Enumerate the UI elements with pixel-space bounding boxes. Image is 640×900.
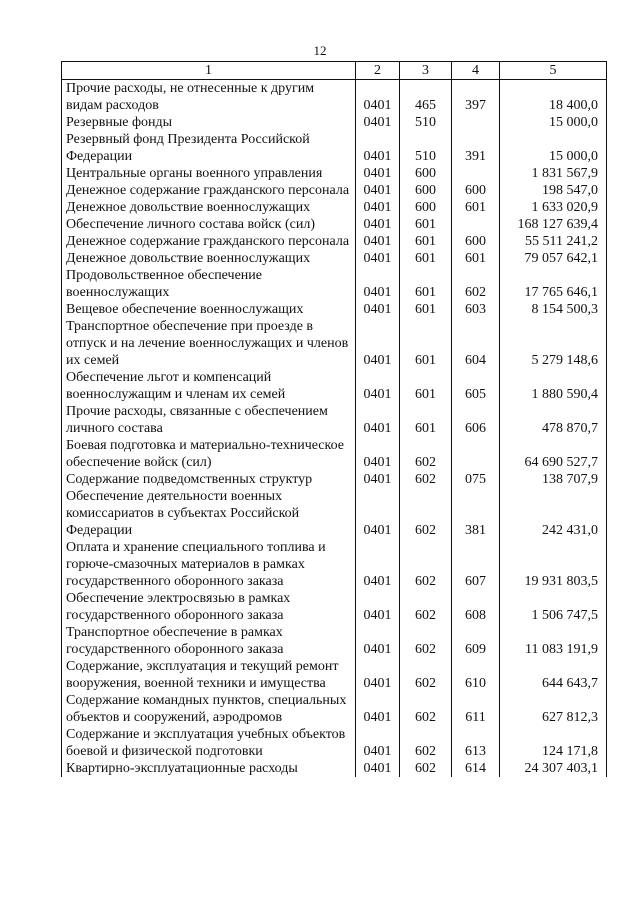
target-code-cell: 601	[400, 301, 452, 318]
amount-cell: 64 690 527,7	[500, 437, 607, 471]
table-header-row	[62, 62, 607, 80]
amount-cell: 1 506 747,5	[500, 590, 607, 624]
table-row	[62, 369, 607, 403]
amount-cell: 198 547,0	[500, 182, 607, 199]
expense-name-cell: Квартирно-эксплуатационные расходы	[62, 760, 356, 777]
amount-cell: 17 765 646,1	[500, 267, 607, 301]
table-row	[62, 233, 607, 250]
target-code-cell: 465	[400, 80, 452, 115]
expense-type-code-cell: 075	[452, 471, 500, 488]
column-header-5: 5	[500, 62, 607, 80]
expense-type-code-cell: 381	[452, 488, 500, 539]
expense-type-code-cell: 607	[452, 539, 500, 590]
target-code-cell: 601	[400, 369, 452, 403]
target-code-cell: 602	[400, 624, 452, 658]
expense-name-cell: Денежное содержание гражданского персонала	[62, 182, 356, 199]
expense-name-cell: Обеспечение личного состава войск (сил)	[62, 216, 356, 233]
section-code-cell: 0401	[356, 471, 400, 488]
table-row	[62, 250, 607, 267]
column-header-3: 3	[400, 62, 452, 80]
amount-cell: 24 307 403,1	[500, 760, 607, 777]
target-code-cell: 602	[400, 437, 452, 471]
target-code-cell: 601	[400, 250, 452, 267]
expense-type-code-cell: 601	[452, 250, 500, 267]
amount-cell: 11 083 191,9	[500, 624, 607, 658]
table-row	[62, 301, 607, 318]
section-code-cell: 0401	[356, 590, 400, 624]
section-code-cell: 0401	[356, 403, 400, 437]
table-row	[62, 692, 607, 726]
amount-cell: 124 171,8	[500, 726, 607, 760]
column-header-4: 4	[452, 62, 500, 80]
amount-cell: 55 511 241,2	[500, 233, 607, 250]
expense-name-cell: Резервные фонды	[62, 114, 356, 131]
expense-type-code-cell: 614	[452, 760, 500, 777]
amount-cell: 19 931 803,5	[500, 539, 607, 590]
section-code-cell: 0401	[356, 301, 400, 318]
section-code-cell: 0401	[356, 199, 400, 216]
expense-name-cell: Содержание командных пунктов, специальных объектов и сооружений, аэродромов	[62, 692, 356, 726]
table-row	[62, 165, 607, 182]
expense-name-cell: Прочие расходы, не отнесенные к другим видам расходов	[62, 80, 356, 115]
target-code-cell: 602	[400, 471, 452, 488]
column-header-2: 2	[356, 62, 400, 80]
table-row	[62, 131, 607, 165]
amount-cell: 1 633 020,9	[500, 199, 607, 216]
expense-type-code-cell: 600	[452, 182, 500, 199]
table-row	[62, 658, 607, 692]
section-code-cell: 0401	[356, 80, 400, 115]
table-row	[62, 267, 607, 301]
amount-cell: 168 127 639,4	[500, 216, 607, 233]
expense-name-cell: Транспортное обеспечение при проезде в отпуск и на лечение военнослужащих и членов их семей	[62, 318, 356, 369]
expense-name-cell: Оплата и хранение специального топлива и горюче-смазочных материалов в рамках государственного оборонного заказа	[62, 539, 356, 590]
section-code-cell: 0401	[356, 114, 400, 131]
expense-type-code-cell: 608	[452, 590, 500, 624]
target-code-cell: 602	[400, 590, 452, 624]
expense-type-code-cell	[452, 216, 500, 233]
section-code-cell: 0401	[356, 488, 400, 539]
table-row	[62, 403, 607, 437]
expense-type-code-cell: 397	[452, 80, 500, 115]
page-number: 12	[313, 43, 327, 58]
expense-type-code-cell	[452, 165, 500, 182]
target-code-cell: 600	[400, 199, 452, 216]
table-row	[62, 624, 607, 658]
expense-name-cell: Вещевое обеспечение военнослужащих	[62, 301, 356, 318]
target-code-cell: 601	[400, 318, 452, 369]
target-code-cell: 510	[400, 131, 452, 165]
amount-cell: 5 279 148,6	[500, 318, 607, 369]
amount-cell: 18 400,0	[500, 80, 607, 115]
section-code-cell: 0401	[356, 250, 400, 267]
section-code-cell: 0401	[356, 182, 400, 199]
section-code-cell: 0401	[356, 760, 400, 777]
expense-name-cell: Центральные органы военного управления	[62, 165, 356, 182]
expense-name-cell: Обеспечение деятельности военных комиссариатов в субъектах Российской Федерации	[62, 488, 356, 539]
expense-name-cell: Денежное довольствие военнослужащих	[62, 199, 356, 216]
section-code-cell: 0401	[356, 539, 400, 590]
expense-type-code-cell: 605	[452, 369, 500, 403]
amount-cell: 15 000,0	[500, 131, 607, 165]
expense-name-cell: Обеспечение электросвязью в рамках государственного оборонного заказа	[62, 590, 356, 624]
expense-type-code-cell: 601	[452, 199, 500, 216]
amount-cell: 1 880 590,4	[500, 369, 607, 403]
section-code-cell: 0401	[356, 165, 400, 182]
table-row	[62, 182, 607, 199]
expense-type-code-cell: 610	[452, 658, 500, 692]
table-row	[62, 726, 607, 760]
table-row	[62, 80, 607, 115]
section-code-cell: 0401	[356, 692, 400, 726]
expense-type-code-cell: 600	[452, 233, 500, 250]
expense-name-cell: Транспортное обеспечение в рамках государственного оборонного заказа	[62, 624, 356, 658]
column-header-1: 1	[62, 62, 356, 80]
amount-cell: 15 000,0	[500, 114, 607, 131]
section-code-cell: 0401	[356, 437, 400, 471]
amount-cell: 242 431,0	[500, 488, 607, 539]
table-row	[62, 114, 607, 131]
section-code-cell: 0401	[356, 658, 400, 692]
expense-type-code-cell: 604	[452, 318, 500, 369]
expense-name-cell: Продовольственное обеспечение военнослужащих	[62, 267, 356, 301]
section-code-cell: 0401	[356, 726, 400, 760]
target-code-cell: 602	[400, 760, 452, 777]
expense-name-cell: Денежное содержание гражданского персонала	[62, 233, 356, 250]
target-code-cell: 602	[400, 726, 452, 760]
expense-type-code-cell: 609	[452, 624, 500, 658]
expense-name-cell: Денежное довольствие военнослужащих	[62, 250, 356, 267]
expense-name-cell: Содержание, эксплуатация и текущий ремонт вооружения, военной техники и имущества	[62, 658, 356, 692]
table-row	[62, 437, 607, 471]
target-code-cell: 600	[400, 182, 452, 199]
table-row	[62, 318, 607, 369]
amount-cell: 478 870,7	[500, 403, 607, 437]
expense-name-cell: Боевая подготовка и материально-техническое обеспечение войск (сил)	[62, 437, 356, 471]
expense-name-cell: Резервный фонд Президента Российской Федерации	[62, 131, 356, 165]
expense-type-code-cell	[452, 437, 500, 471]
amount-cell: 644 643,7	[500, 658, 607, 692]
table-row	[62, 488, 607, 539]
expense-name-cell: Содержание и эксплуатация учебных объектов боевой и физической подготовки	[62, 726, 356, 760]
target-code-cell: 601	[400, 216, 452, 233]
expense-name-cell: Содержание подведомственных структур	[62, 471, 356, 488]
table-body	[62, 80, 607, 778]
section-code-cell: 0401	[356, 216, 400, 233]
section-code-cell: 0401	[356, 131, 400, 165]
expense-type-code-cell: 611	[452, 692, 500, 726]
expense-name-cell: Прочие расходы, связанные с обеспечением личного состава	[62, 403, 356, 437]
amount-cell: 1 831 567,9	[500, 165, 607, 182]
expense-type-code-cell	[452, 114, 500, 131]
target-code-cell: 600	[400, 165, 452, 182]
target-code-cell: 602	[400, 658, 452, 692]
target-code-cell: 602	[400, 488, 452, 539]
table-row	[62, 199, 607, 216]
section-code-cell: 0401	[356, 318, 400, 369]
expense-name-cell: Обеспечение льгот и компенсаций военнослужащим и членам их семей	[62, 369, 356, 403]
target-code-cell: 601	[400, 267, 452, 301]
section-code-cell: 0401	[356, 369, 400, 403]
expense-type-code-cell: 603	[452, 301, 500, 318]
expense-type-code-cell: 391	[452, 131, 500, 165]
table-row	[62, 590, 607, 624]
target-code-cell: 602	[400, 692, 452, 726]
table-row	[62, 760, 607, 777]
target-code-cell: 601	[400, 403, 452, 437]
amount-cell: 8 154 500,3	[500, 301, 607, 318]
table-row	[62, 471, 607, 488]
table-row	[62, 539, 607, 590]
amount-cell: 138 707,9	[500, 471, 607, 488]
section-code-cell: 0401	[356, 267, 400, 301]
table-row	[62, 216, 607, 233]
expense-type-code-cell: 613	[452, 726, 500, 760]
section-code-cell: 0401	[356, 624, 400, 658]
target-code-cell: 510	[400, 114, 452, 131]
expense-type-code-cell: 606	[452, 403, 500, 437]
amount-cell: 79 057 642,1	[500, 250, 607, 267]
expense-type-code-cell: 602	[452, 267, 500, 301]
budget-table	[61, 61, 607, 777]
target-code-cell: 602	[400, 539, 452, 590]
amount-cell: 627 812,3	[500, 692, 607, 726]
section-code-cell: 0401	[356, 233, 400, 250]
target-code-cell: 601	[400, 233, 452, 250]
